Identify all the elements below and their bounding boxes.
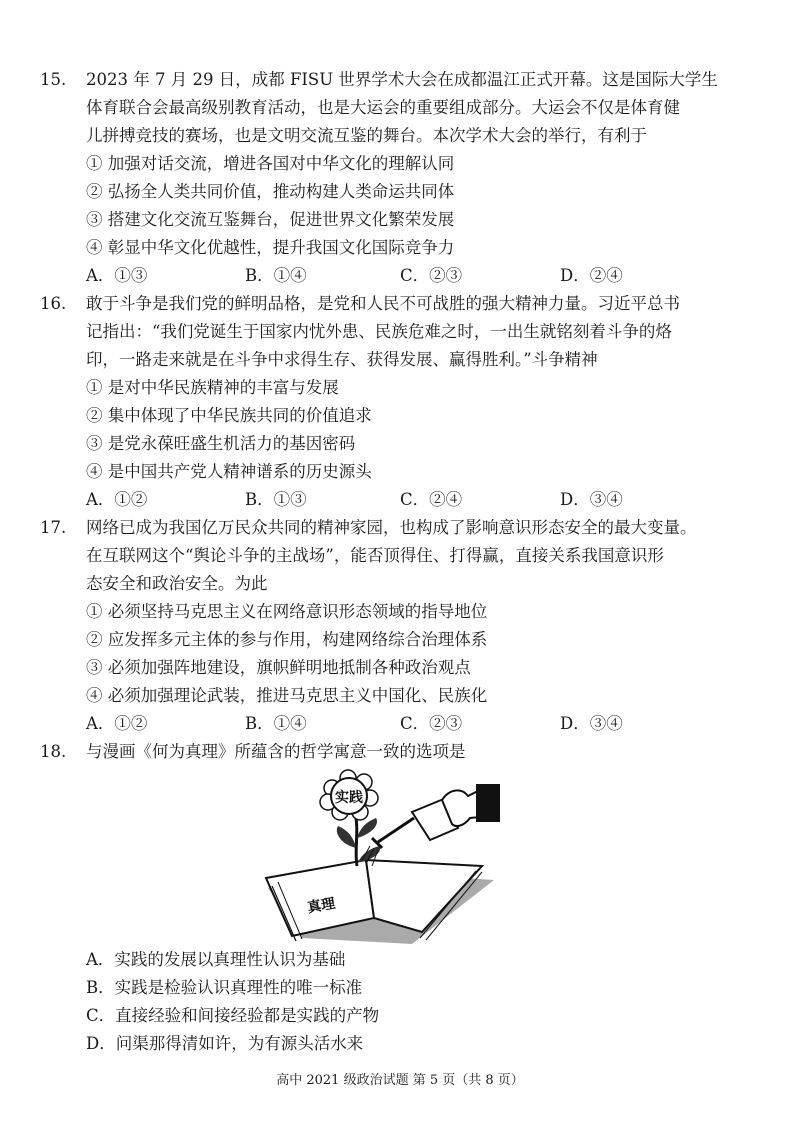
question-17-statement-3: ③ 必须加强阵地建设，旗帜鲜明地抵制各种政治观点 [86,658,471,677]
question-16-statement-2: ② 集中体现了中华民族共同的价值追求 [86,406,372,425]
question-18-choice-b[interactable]: B．实践是检验认识真理性的唯一标准 [86,978,363,997]
question-15-stem-line-3: 儿拼搏竞技的赛场，也是文明交流互鉴的舞台。本次学术大会的举行，有利于 [86,126,647,145]
question-16-option-a[interactable]: A．①② [86,490,148,509]
question-17-stem-line-1: 网络已成为我国亿万民众共同的精神家园，也构成了影响意识形态安全的最大变量。 [86,518,697,537]
question-15-statement-1: ① 加强对话交流，增进各国对中华文化的理解认同 [86,154,455,173]
question-15-option-a[interactable]: A．①③ [86,266,148,285]
cartoon-what-is-truth [262,768,500,946]
question-17-statement-2: ② 应发挥多元主体的参与作用，构建网络综合治理体系 [86,630,488,649]
question-16-option-d[interactable]: D．③④ [560,490,623,509]
question-15-option-c[interactable]: C．②③ [400,266,463,285]
question-16-option-c[interactable]: C．②④ [400,490,463,509]
question-16-statement-1: ① 是对中华民族精神的丰富与发展 [86,378,339,397]
question-17-option-a[interactable]: A．①② [86,714,148,733]
question-18-choice-a[interactable]: A．实践的发展以真理性认识为基础 [86,950,346,969]
question-16-stem-line-2: 记指出：“我们党诞生于国家内忧外患、民族危难之时，一出生就铭刻着斗争的烙 [86,322,672,341]
question-17-stem-line-2: 在互联网这个“舆论斗争的主战场”，能否顶得住、打得赢，直接关系我国意识形 [86,546,664,565]
question-16-statement-4: ④ 是中国共产党人精神谱系的历史源头 [86,462,372,481]
question-18-number: 18. [40,742,67,761]
cartoon-book-label: 真理 [306,895,337,917]
page-footer: 高中 2021 级政治试题 第 5 页（共 8 页） [276,1073,524,1088]
question-15-option-b[interactable]: B．①④ [245,266,307,285]
question-16-statement-3: ③ 是党永葆旺盛生机活力的基因密码 [86,434,356,453]
question-17-statement-1: ① 必须坚持马克思主义在网络意识形态领域的指导地位 [86,602,488,621]
question-15-stem-line-1: 2023 年 7 月 29 日，成都 FISU 世界学术大会在成都温江正式开幕。这是国际大学生 [86,70,718,89]
question-16-option-b[interactable]: B．①③ [245,490,307,509]
question-16-stem-line-3: 印，一路走来就是在斗争中求得生存、获得发展、赢得胜利。”斗争精神 [86,350,598,369]
question-15-statement-4: ④ 彰显中华文化优越性，提升我国文化国际竞争力 [86,238,455,257]
question-17-option-b[interactable]: B．①④ [245,714,307,733]
question-17-stem-line-3: 态安全和政治安全。为此 [86,574,268,593]
question-17-number: 17. [40,518,67,537]
question-17-statement-4: ④ 必须加强理论武装，推进马克思主义中国化、民族化 [86,686,488,705]
question-18-choice-c[interactable]: C．直接经验和间接经验都是实践的产物 [86,1006,380,1025]
question-15-statement-3: ③ 搭建文化交流互鉴舞台，促进世界文化繁荣发展 [86,210,455,229]
question-15-option-d[interactable]: D．②④ [560,266,623,285]
question-15-stem-line-2: 体育联合会最高级别教育活动，也是大运会的重要组成部分。大运会不仅是体育健 [86,98,680,117]
question-18-stem: 与漫画《何为真理》所蕴含的哲学寓意一致的选项是 [86,742,466,761]
question-18-choice-d[interactable]: D．问渠那得清如许，为有源头活水来 [86,1034,364,1053]
question-15-statement-2: ② 弘扬全人类共同价值，推动构建人类命运共同体 [86,182,455,201]
question-17-option-c[interactable]: C．②③ [400,714,463,733]
question-16-stem-line-1: 敢于斗争是我们党的鲜明品格，是党和人民不可战胜的强大精神力量。习近平总书 [86,294,680,313]
question-17-option-d[interactable]: D．③④ [560,714,623,733]
question-15-number: 15. [40,70,67,89]
cartoon-flower-label: 实践 [335,790,363,806]
question-16-number: 16. [40,294,67,313]
